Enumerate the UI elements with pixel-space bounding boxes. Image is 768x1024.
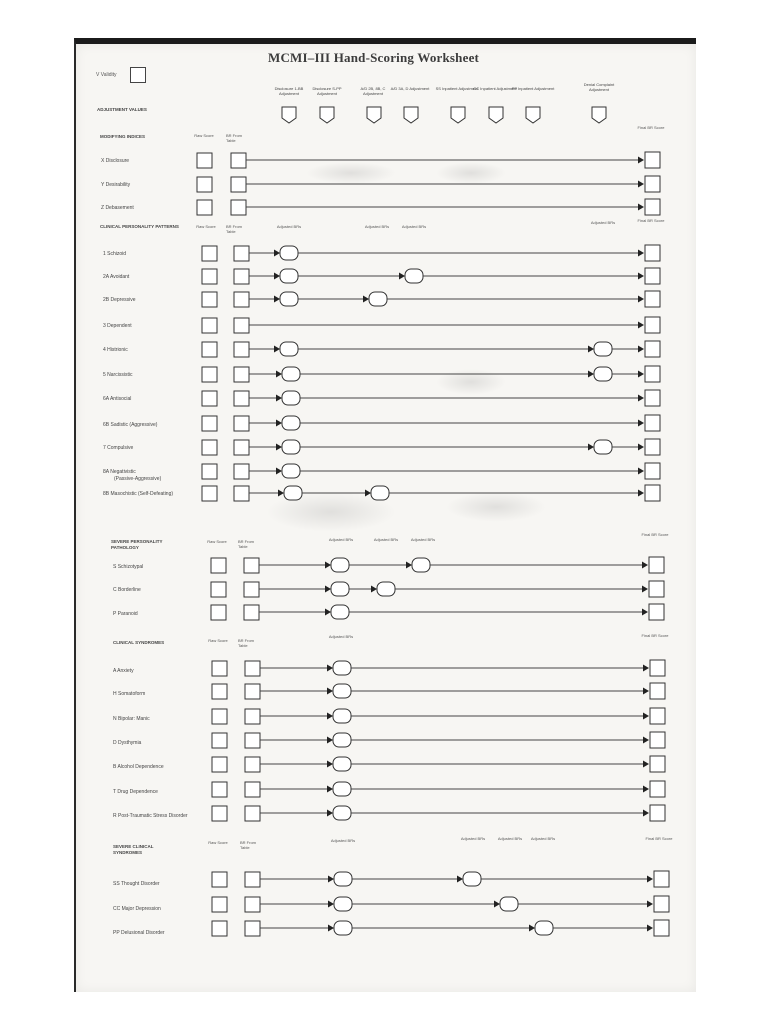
validity-label: V Validity — [96, 72, 117, 78]
adjusted-br-oval[interactable] — [334, 897, 352, 911]
adjustment-value-box[interactable] — [320, 107, 334, 123]
br-from-table-box[interactable] — [234, 486, 249, 501]
row-label: 1 Schizoid — [103, 251, 127, 257]
br-from-table-box[interactable] — [244, 605, 259, 620]
arrow-head — [643, 810, 649, 817]
br-from-table-box[interactable] — [234, 391, 249, 406]
raw-score-box[interactable] — [202, 342, 217, 357]
arrow-head — [325, 609, 331, 616]
raw-score-box[interactable] — [211, 605, 226, 620]
br-from-table-box[interactable] — [234, 416, 249, 431]
row-label: H Somatoform — [113, 691, 146, 697]
final-br-score-box[interactable] — [650, 732, 665, 748]
br-from-table-box[interactable] — [234, 292, 249, 307]
arrow-head — [327, 688, 333, 695]
adjusted-br-oval[interactable] — [282, 416, 300, 430]
raw-score-box[interactable] — [202, 318, 217, 333]
row-label: PP Delusional Disorder — [113, 930, 165, 936]
row-label: S Schizotypal — [113, 564, 144, 570]
arrow-head — [274, 250, 280, 257]
arrow-head — [638, 181, 644, 188]
adjusted-brs-header: Adjusted BRs — [410, 537, 436, 542]
adjustment-value-box[interactable] — [282, 107, 296, 123]
raw-score-box[interactable] — [202, 416, 217, 431]
raw-score-box[interactable] — [202, 246, 217, 261]
arrow-head — [642, 562, 648, 569]
raw-score-box[interactable] — [212, 806, 227, 821]
br-from-table-header: BR From Table — [238, 539, 254, 549]
br-from-table-box[interactable] — [244, 582, 259, 597]
arrow-head — [588, 371, 594, 378]
final-br-score-box[interactable] — [645, 366, 660, 382]
arrow-head — [647, 925, 653, 932]
row-label: Y Desirability — [101, 182, 131, 188]
row-label: CC Major Depression — [113, 906, 161, 912]
adjusted-br-oval[interactable] — [280, 292, 298, 306]
raw-score-box[interactable] — [212, 733, 227, 748]
br-from-table-box[interactable] — [245, 684, 260, 699]
arrow-head — [638, 395, 644, 402]
adjustment-column-header: Denial Complaint Adjustment — [583, 82, 615, 92]
br-from-table-box[interactable] — [231, 200, 246, 215]
adjustment-values-heading: ADJUSTMENT VALUES — [97, 107, 147, 112]
br-from-table-box[interactable] — [245, 806, 260, 821]
final-br-score-box[interactable] — [650, 660, 665, 676]
adjustment-value-box[interactable] — [404, 107, 418, 123]
arrow-head — [327, 665, 333, 672]
raw-score-header: Raw Score — [208, 840, 228, 845]
arrow-head — [276, 371, 282, 378]
severe-clinical-heading: SEVERE CLINICAL SYNDROMES — [113, 844, 154, 855]
final-br-score-box[interactable] — [645, 245, 660, 261]
final-br-score-box[interactable] — [645, 176, 660, 192]
arrow-head — [325, 562, 331, 569]
arrow-head — [647, 901, 653, 908]
arrow-head — [638, 322, 644, 329]
raw-score-header: Raw Score — [207, 539, 227, 544]
arrow-head — [276, 468, 282, 475]
adjusted-br-oval[interactable] — [535, 921, 553, 935]
arrow-head — [643, 761, 649, 768]
final-br-score-box[interactable] — [654, 896, 669, 912]
adjusted-br-oval[interactable] — [371, 486, 389, 500]
br-from-table-box[interactable] — [234, 440, 249, 455]
arrow-head — [642, 609, 648, 616]
br-from-table-box[interactable] — [234, 246, 249, 261]
adjusted-br-oval[interactable] — [331, 582, 349, 596]
arrow-head — [638, 346, 644, 353]
final-br-score-box[interactable] — [654, 871, 669, 887]
arrow-head — [327, 810, 333, 817]
adjusted-br-oval[interactable] — [405, 269, 423, 283]
arrow-head — [529, 925, 535, 932]
adjusted-br-oval[interactable] — [282, 440, 300, 454]
row-label: D Dysthymia — [113, 740, 142, 746]
row-label: 8A Negativistic — [103, 469, 136, 475]
arrow-head — [647, 876, 653, 883]
adjusted-br-oval[interactable] — [284, 486, 302, 500]
adjustment-column-header: Disclosure S-PP Adjustment — [312, 86, 342, 96]
raw-score-box[interactable] — [212, 684, 227, 699]
final-br-score-box[interactable] — [650, 805, 665, 821]
arrow-head — [327, 786, 333, 793]
br-from-table-box[interactable] — [231, 177, 246, 192]
arrow-head — [643, 665, 649, 672]
final-br-score-box[interactable] — [645, 152, 660, 168]
clinical-syndromes-heading: CLINICAL SYNDROMES — [113, 640, 165, 645]
br-from-table-box[interactable] — [245, 782, 260, 797]
row-label: 6A Antisocial — [103, 396, 132, 402]
arrow-head — [365, 490, 371, 497]
raw-score-box[interactable] — [211, 582, 226, 597]
br-from-table-box[interactable] — [234, 269, 249, 284]
adjusted-br-oval[interactable] — [282, 464, 300, 478]
adjusted-br-oval[interactable] — [412, 558, 430, 572]
adjusted-br-oval[interactable] — [333, 661, 351, 675]
br-from-table-box[interactable] — [234, 318, 249, 333]
raw-score-box[interactable] — [212, 757, 227, 772]
row-label: X Disclosure — [101, 158, 130, 164]
raw-score-box[interactable] — [202, 269, 217, 284]
final-br-score-box[interactable] — [645, 439, 660, 455]
clinical-personality-heading: CLINICAL PERSONALITY PATTERNS — [100, 224, 179, 229]
adjustment-value-box[interactable] — [367, 107, 381, 123]
arrow-head — [274, 346, 280, 353]
arrow-head — [588, 346, 594, 353]
adjusted-br-oval[interactable] — [282, 391, 300, 405]
adjustment-value-box[interactable] — [526, 107, 540, 123]
adjusted-br-oval[interactable] — [377, 582, 395, 596]
br-from-table-header: BR From Table — [240, 840, 256, 850]
arrow-head — [494, 901, 500, 908]
raw-score-box[interactable] — [212, 921, 227, 936]
row-label: 2B Depressive — [103, 297, 136, 303]
raw-score-box[interactable] — [197, 200, 212, 215]
final-br-score-box[interactable] — [645, 317, 660, 333]
br-from-table-box[interactable] — [245, 757, 260, 772]
adjustment-column-header: CC Inpatient Adjustment — [473, 86, 517, 91]
row-label: P Paranoid — [113, 611, 138, 617]
adjusted-brs-header: Adjusted BRs — [460, 836, 486, 841]
arrow-head — [638, 490, 644, 497]
raw-score-box[interactable] — [212, 709, 227, 724]
adjusted-brs-header: Adjusted BRs — [328, 634, 354, 639]
adjusted-br-oval[interactable] — [331, 558, 349, 572]
row-label: 5 Narcissistic — [103, 372, 133, 378]
br-from-table-box[interactable] — [245, 921, 260, 936]
row-label: 4 Histrionic — [103, 347, 128, 353]
final-br-score-box[interactable] — [650, 683, 665, 699]
adjusted-br-oval[interactable] — [500, 897, 518, 911]
adjusted-br-oval[interactable] — [594, 342, 612, 356]
raw-score-box[interactable] — [202, 464, 217, 479]
severe-personality-heading: SEVERE PERSONALITY PATHOLOGY — [111, 539, 163, 550]
adjusted-br-oval[interactable] — [333, 684, 351, 698]
adjusted-br-oval[interactable] — [280, 342, 298, 356]
adjusted-br-oval[interactable] — [333, 782, 351, 796]
br-from-table-header: BR From Table — [226, 133, 242, 143]
arrow-head — [278, 490, 284, 497]
adjusted-br-oval[interactable] — [369, 292, 387, 306]
raw-score-box[interactable] — [212, 661, 227, 676]
adjusted-brs-header: Adjusted BRs — [373, 537, 399, 542]
final-br-score-box[interactable] — [645, 291, 660, 307]
adjusted-br-oval[interactable] — [333, 806, 351, 820]
row-label: T Drug Dependence — [113, 789, 158, 795]
br-from-table-header: BR From Table — [226, 224, 242, 234]
row-label: A Anxiety — [113, 668, 134, 674]
adjusted-brs-header: Adjusted BRs — [364, 224, 390, 229]
arrow-head — [588, 444, 594, 451]
final-br-score-box[interactable] — [650, 708, 665, 724]
raw-score-header: Raw Score — [208, 638, 228, 643]
adjustment-value-box[interactable] — [592, 107, 606, 123]
br-from-table-box[interactable] — [245, 733, 260, 748]
row-label: C Borderline — [113, 587, 141, 593]
adjusted-br-oval[interactable] — [280, 246, 298, 260]
br-from-table-box[interactable] — [234, 342, 249, 357]
final-br-score-box[interactable] — [649, 557, 664, 573]
adjusted-brs-header: Adjusted BRs — [276, 224, 302, 229]
adjusted-br-oval[interactable] — [333, 733, 351, 747]
raw-score-box[interactable] — [202, 486, 217, 501]
adjusted-br-oval[interactable] — [334, 921, 352, 935]
adjusted-br-oval[interactable] — [282, 367, 300, 381]
arrow-head — [328, 901, 334, 908]
adjusted-brs-header: Adjusted BRs — [330, 838, 356, 843]
arrow-head — [363, 296, 369, 303]
br-from-table-box[interactable] — [245, 897, 260, 912]
row-label: Z Debasement — [101, 205, 134, 211]
raw-score-box[interactable] — [202, 292, 217, 307]
adjusted-brs-header: Adjusted BRs — [401, 224, 427, 229]
br-from-table-box[interactable] — [245, 709, 260, 724]
arrow-head — [638, 204, 644, 211]
arrow-head — [638, 273, 644, 280]
adjusted-br-oval[interactable] — [594, 440, 612, 454]
br-from-table-box[interactable] — [234, 367, 249, 382]
raw-score-header: Raw Score — [194, 133, 214, 138]
br-from-table-header: BR From Table — [238, 638, 254, 648]
final-br-score-box[interactable] — [649, 604, 664, 620]
arrow-head — [457, 876, 463, 883]
arrow-head — [328, 925, 334, 932]
row-label: B Alcohol Dependence — [113, 764, 164, 770]
arrow-head — [276, 420, 282, 427]
raw-score-box[interactable] — [202, 367, 217, 382]
arrow-head — [327, 761, 333, 768]
arrow-head — [399, 273, 405, 280]
arrow-head — [276, 444, 282, 451]
adjusted-br-oval[interactable] — [333, 757, 351, 771]
adjusted-br-oval[interactable] — [334, 872, 352, 886]
row-label: 7 Compulsive — [103, 445, 134, 451]
final-br-score-header: Final BR Score — [637, 125, 665, 130]
raw-score-box[interactable] — [197, 177, 212, 192]
row-label: R Post-Traumatic Stress Disorder — [113, 813, 188, 819]
arrow-head — [638, 468, 644, 475]
adjustment-column-header: SS Inpatient Adjustment — [435, 86, 479, 91]
final-br-score-box[interactable] — [650, 756, 665, 772]
arrow-head — [274, 273, 280, 280]
adjustment-column-header: PP Inpatient Adjustment — [511, 86, 555, 91]
raw-score-header: Raw Score — [196, 224, 216, 229]
arrow-head — [643, 737, 649, 744]
final-br-score-header: Final BR Score — [637, 218, 665, 223]
row-label: 8B Masochistic (Self-Defeating) — [103, 491, 174, 497]
adjusted-brs-header: Adjusted BRs — [530, 836, 556, 841]
modifying-indices-heading: MODIFYING INDICES — [100, 134, 146, 139]
raw-score-box[interactable] — [202, 391, 217, 406]
row-label: 6B Sadistic (Aggressive) — [103, 422, 158, 428]
raw-score-box[interactable] — [211, 558, 226, 573]
raw-score-box[interactable] — [212, 782, 227, 797]
row-label: N Bipolar: Manic — [113, 716, 150, 722]
br-from-table-box[interactable] — [234, 464, 249, 479]
br-from-table-box[interactable] — [245, 872, 260, 887]
raw-score-box[interactable] — [212, 897, 227, 912]
final-br-score-box[interactable] — [645, 390, 660, 406]
arrow-head — [328, 876, 334, 883]
row-label: SS Thought Disorder — [113, 881, 160, 887]
arrow-head — [406, 562, 412, 569]
adjusted-br-oval[interactable] — [333, 709, 351, 723]
adjustment-column-header: A/D 3A, D Adjustment — [390, 86, 430, 91]
br-from-table-box[interactable] — [231, 153, 246, 168]
arrow-head — [638, 296, 644, 303]
adjustment-column-header: Disclosure 1-BB Adjustment — [274, 86, 304, 96]
adjusted-brs-header: Adjusted BRs — [590, 220, 616, 225]
arrow-head — [276, 395, 282, 402]
arrow-head — [371, 586, 377, 593]
arrow-head — [638, 444, 644, 451]
arrow-head — [643, 713, 649, 720]
row-label: 3 Dependent — [103, 323, 132, 329]
arrow-head — [643, 786, 649, 793]
adjustment-value-box[interactable] — [451, 107, 465, 123]
raw-score-box[interactable] — [212, 872, 227, 887]
adjustment-value-box[interactable] — [489, 107, 503, 123]
adjusted-br-oval[interactable] — [280, 269, 298, 283]
arrow-head — [643, 688, 649, 695]
adjusted-br-oval[interactable] — [331, 605, 349, 619]
final-br-score-box[interactable] — [654, 920, 669, 936]
arrow-head — [642, 586, 648, 593]
adjusted-br-oval[interactable] — [594, 367, 612, 381]
final-br-score-box[interactable] — [649, 581, 664, 597]
final-br-score-box[interactable] — [645, 199, 660, 215]
row-label-continued: (Passive-Aggressive) — [114, 476, 162, 482]
raw-score-box[interactable] — [202, 440, 217, 455]
final-br-score-box[interactable] — [645, 463, 660, 479]
final-br-score-box[interactable] — [645, 341, 660, 357]
arrow-head — [638, 371, 644, 378]
adjusted-brs-header: Adjusted BRs — [497, 836, 523, 841]
page-title: MCMI–III Hand-Scoring Worksheet — [268, 50, 480, 65]
final-br-score-box[interactable] — [645, 415, 660, 431]
final-br-score-box[interactable] — [650, 781, 665, 797]
arrow-head — [638, 157, 644, 164]
adjusted-br-oval[interactable] — [463, 872, 481, 886]
adjusted-brs-header: Adjusted BRs — [328, 537, 354, 542]
adjustment-column-header: A/D 2B, 8B, C Adjustment — [360, 86, 386, 96]
arrow-head — [274, 296, 280, 303]
arrow-head — [327, 737, 333, 744]
row-label: 2A Avoidant — [103, 274, 130, 280]
final-br-score-header: Final BR Score — [641, 633, 669, 638]
arrow-head — [327, 713, 333, 720]
final-br-score-header: Final BR Score — [641, 532, 669, 537]
br-from-table-box[interactable] — [245, 661, 260, 676]
arrow-head — [325, 586, 331, 593]
arrow-head — [638, 250, 644, 257]
final-br-score-box[interactable] — [645, 485, 660, 501]
final-br-score-header: Final BR Score — [645, 836, 673, 841]
br-from-table-box[interactable] — [244, 558, 259, 573]
raw-score-box[interactable] — [197, 153, 212, 168]
arrow-head — [638, 420, 644, 427]
final-br-score-box[interactable] — [645, 268, 660, 284]
